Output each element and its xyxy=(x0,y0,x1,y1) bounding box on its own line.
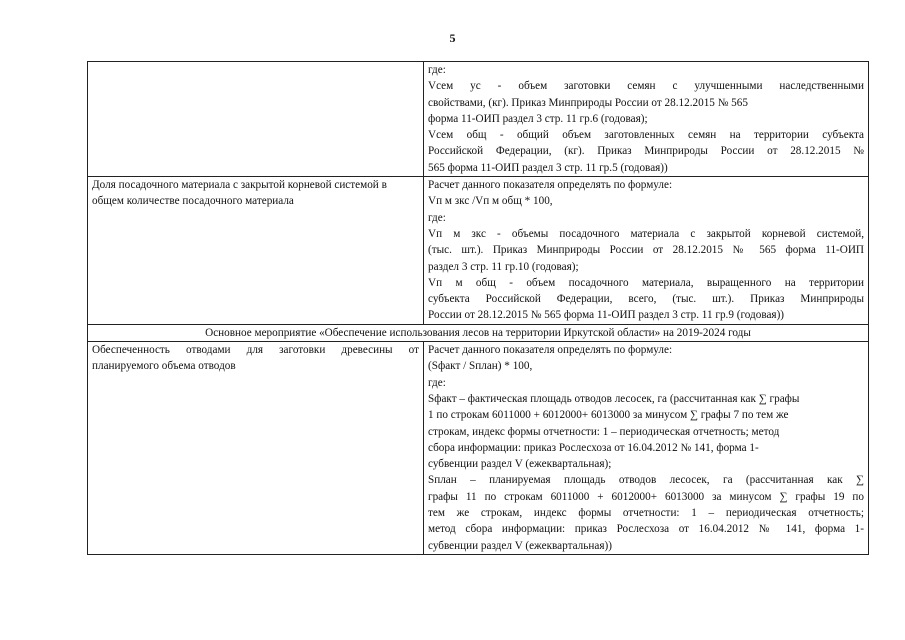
indicator-name-cell: Доля посадочного материала с закрытой корневой системой в общем количестве посадочного материала xyxy=(88,177,424,325)
table-row xyxy=(88,62,869,177)
formula-line: Vп м зкс - объемы посадочного материала с закрытой корневой системой, xyxy=(428,227,864,240)
formula-line: 1 по строкам 6011000 + 6012000+ 6013000 за минусом ∑ графы 7 по тем же xyxy=(428,409,789,422)
formula-line: тем же строкам, индекс формы отчетности: 1 – периодическая отчетность; xyxy=(428,507,864,520)
indicator-table xyxy=(87,61,869,555)
formula-line: субвенции раздел V (ежеквартальная)) xyxy=(428,539,612,552)
formula-line: графы 11 по строкам 6011000 + 6012000+ 6013000 за минусом ∑ графы 19 по xyxy=(428,490,864,503)
formula-line: 565 форма 11-ОИП раздел 3 стр. 11 гр.5 (годовая)) xyxy=(428,161,668,174)
indicator-name-cell xyxy=(88,62,424,177)
page-number: 5 xyxy=(449,31,456,45)
formula-line: где: xyxy=(428,64,446,76)
formula-line: (тыс. шт.). Приказ Минприроды России от 28.12.2015 № 565 форма 11-ОИП xyxy=(428,244,864,257)
formula-line: (Sфакт / Sплан) * 100, xyxy=(428,360,533,373)
formula-cell xyxy=(424,62,869,177)
formula-line: раздел 3 стр. 11 гр.10 (годовая); xyxy=(428,260,579,273)
formula-line: где: xyxy=(428,211,446,224)
formula-line: метод сбора информации: приказ Рослесхоза от 16.04.2012 № 141, форма 1- xyxy=(428,523,864,536)
table-row xyxy=(88,177,869,325)
formula-line: форма 11-ОИП раздел 3 стр. 11 гр.6 (годовая); xyxy=(428,112,648,125)
formula-line: Расчет данного показателя определять по формуле: xyxy=(428,344,673,357)
formula-line: субъекта Российской Федерации, всего, (тыс. шт.). Приказ Минприроды xyxy=(428,293,864,306)
formula-line: сбора информации: приказ Рослесхоза от 16.04.2012 № 141, форма 1- xyxy=(428,441,759,454)
formula-line: Российской Федерации, (кг). Приказ Минприроды России от 28.12.2015 № xyxy=(428,145,864,158)
formula-line: Vсем общ - общий объем заготовленных семян на территории субъекта xyxy=(428,129,864,142)
formula-line: Vсем ус - объем заготовки семян с улучшенными наследственными xyxy=(428,80,864,93)
formula-line: строкам, индекс формы отчетности: 1 – периодическая отчетность; метод xyxy=(428,425,780,438)
section-row xyxy=(88,324,869,341)
formula-line: Vп м общ - объем посадочного материала, выращенного на территории xyxy=(428,276,864,289)
formula-line: Vп м зкс /Vп м общ * 100, xyxy=(428,195,553,208)
formula-line: Sплан – планируемая площадь отводов лесосек, га (рассчитанная как ∑ xyxy=(428,474,864,487)
formula-cell xyxy=(424,342,869,555)
formula-line: Sфакт – фактическая площадь отводов лесосек, га (рассчитанная как ∑ графы xyxy=(428,392,800,405)
formula-cell xyxy=(424,177,869,325)
formula-line: субвенции раздел V (ежеквартальная); xyxy=(428,458,612,471)
section-heading: Основное мероприятие «Обеспечение использования лесов на территории Иркутской области» на 2019-2024 годы xyxy=(88,324,869,341)
formula-line: свойствами, (кг). Приказ Минприроды России от 28.12.2015 № 565 xyxy=(428,96,748,109)
formula-line: Расчет данного показателя определять по формуле: xyxy=(428,179,673,192)
indicator-name-cell: Обеспеченность отводами для заготовки древесины от планируемого объема отводов xyxy=(88,342,424,555)
formula-line: где: xyxy=(428,376,446,389)
formula-line: России от 28.12.2015 № 565 форма 11-ОИП раздел 3 стр. 11 гр.9 (годовая)) xyxy=(428,309,785,322)
table-row xyxy=(88,342,869,555)
